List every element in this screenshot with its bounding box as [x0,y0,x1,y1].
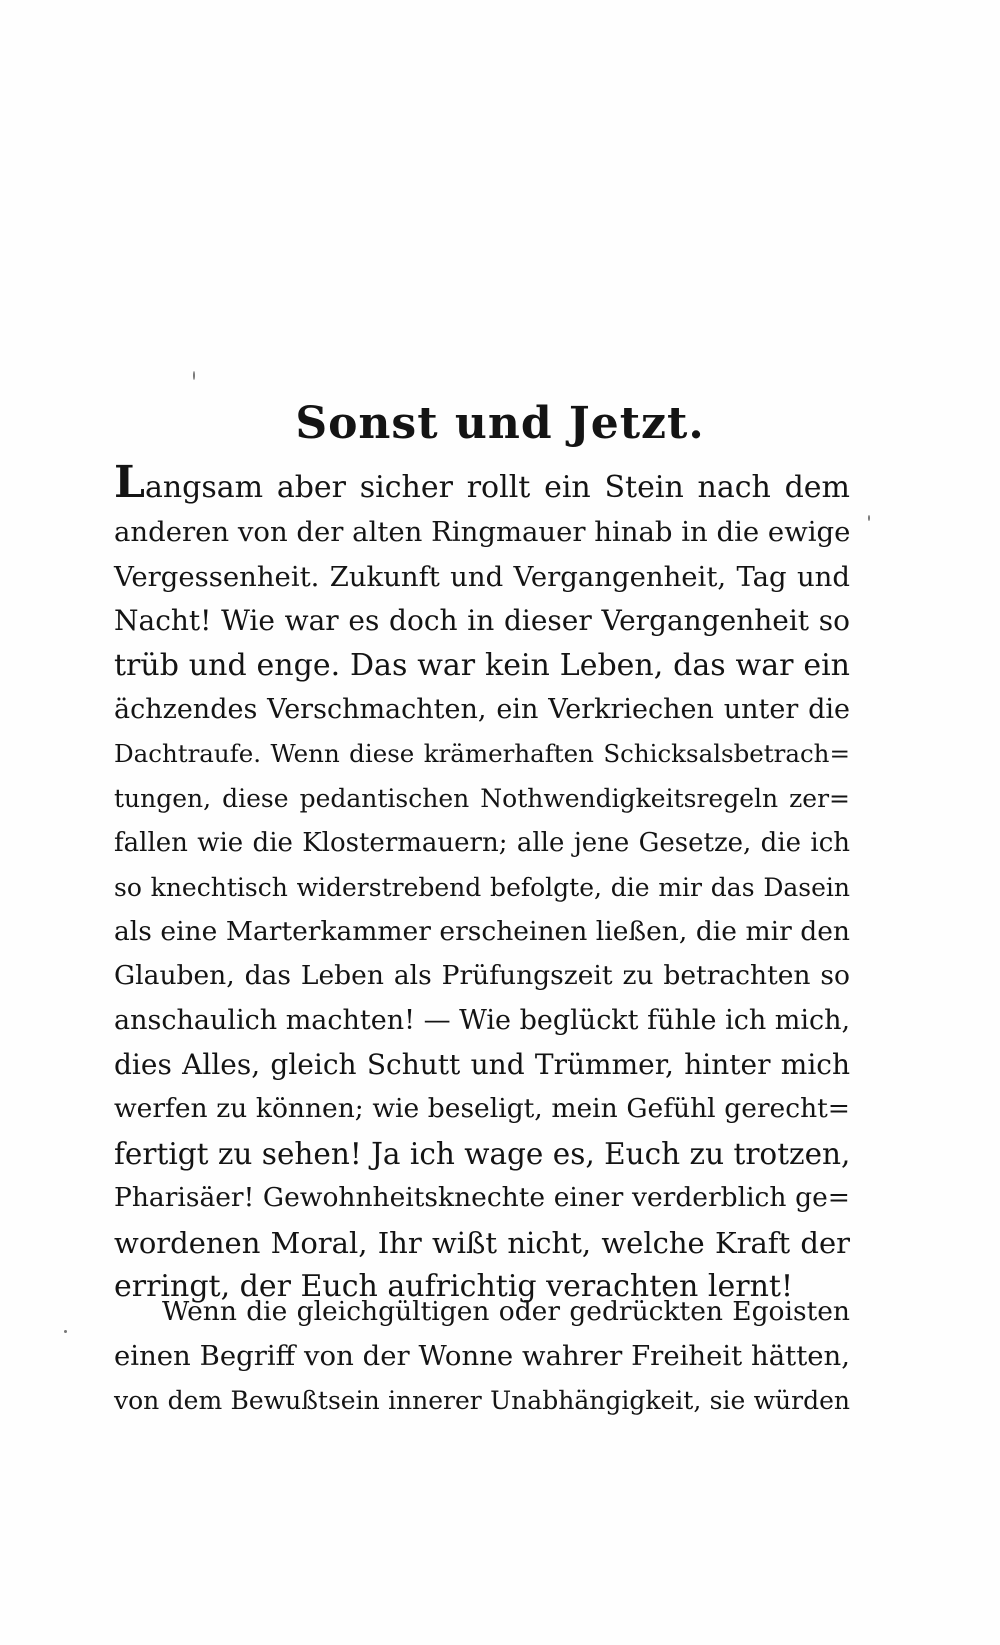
text-line: Pharisäer! Gewohnheitsknechte einer verderblich ge= [114,1182,850,1214]
text-line: erringt, der Euch aufrichtig verachten lernt! [114,1269,793,1305]
text-line: fallen wie die Klostermauern; alle jene Gesetze, die ich [114,828,850,859]
text-line: dies Alles, gleich Schutt und Trümmer, hinter mich [114,1048,850,1082]
text-line: ächzendes Verschmachten, ein Verkriechen unter die [114,693,850,725]
drop-cap: L [114,457,145,508]
paragraph-2 [114,1290,850,1423]
text-line: Dachtraufe. Wenn diese krämerhaften Schicksalsbetrach= [114,739,850,769]
scan-speck [64,1330,67,1333]
paragraph-1 [114,457,851,1309]
text-line: trüb und enge. Das war kein Leben, das war ein [114,647,850,683]
text-line: Vergessenheit. Zukunft und Vergangenheit, Tag und [114,560,850,593]
scan-speck [193,371,195,380]
text-line: Nacht! Wie war es doch in dieser Vergangenheit so [114,604,850,638]
chapter-title: Sonst und Jetzt. [295,398,705,449]
text-line: Wenn die gleichgültigen oder gedrückten Egoisten [162,1296,850,1327]
text-line: einen Begriff von der Wonne wahrer Freiheit hätten, [114,1340,850,1373]
text-line: anderen von der alten Ringmauer hinab in die ewige [114,516,851,549]
text-line: als eine Marterkammer erscheinen ließen, die mir den [114,915,850,947]
text-line: Glauben, das Leben als Prüfungszeit zu betrachten so [114,960,850,992]
text-line: so knechtisch widerstrebend befolgte, die mir das Dasein [114,872,850,902]
text-line: wordenen Moral, Ihr wißt nicht, welche Kraft der [114,1225,850,1260]
text-line: fertigt zu sehen! Ja ich wage es, Euch zu trotzen, [114,1136,851,1171]
text-line: Langsam aber sicher rollt ein Stein nach dem [114,457,850,508]
text-line: werfen zu können; wie beseligt, mein Gefühl gerecht= [114,1093,850,1125]
scan-speck [868,515,870,521]
text-line: anschaulich machten! — Wie beglückt fühle ich mich, [114,1004,851,1036]
text-line: von dem Bewußtsein innerer Unabhängigkeit, sie würden [114,1385,850,1415]
text-line: tungen, diese pedantischen Nothwendigkeitsregeln zer= [114,783,850,813]
